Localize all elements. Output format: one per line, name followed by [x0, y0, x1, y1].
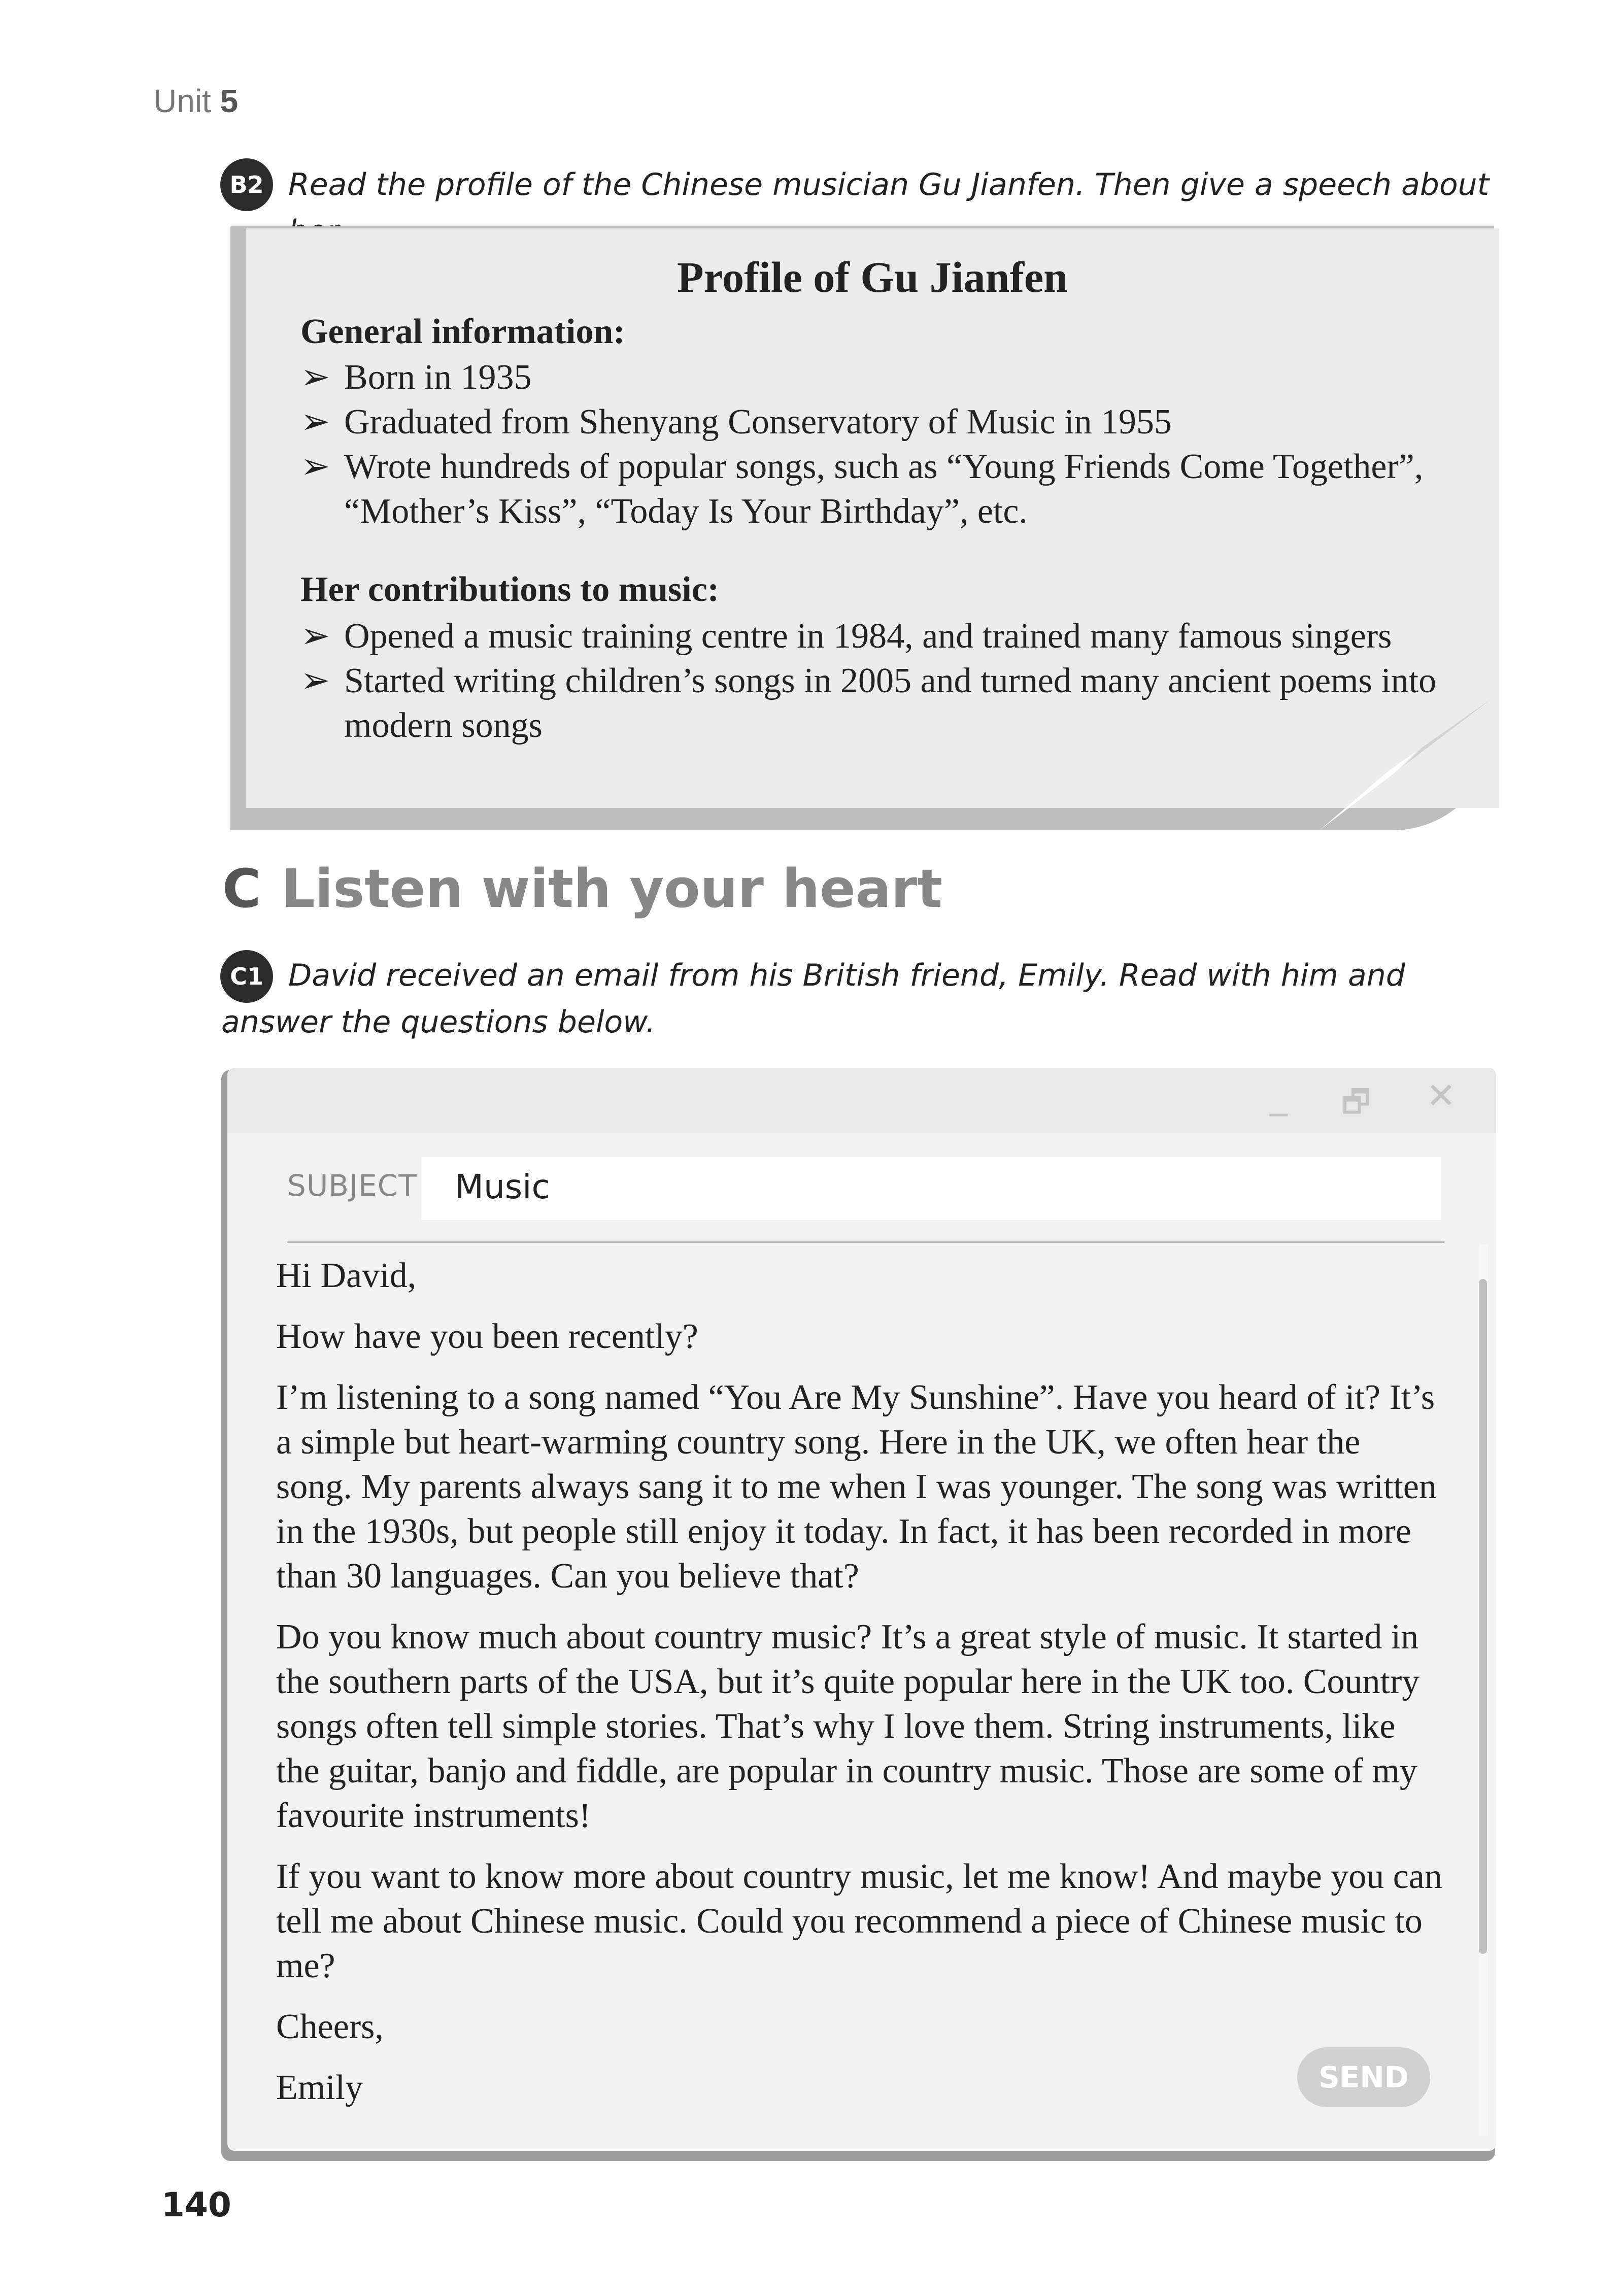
unit-label: Unit 5 — [153, 83, 239, 119]
subject-value: Music — [455, 1167, 550, 1206]
email-paragraph: How have you been recently? — [276, 1317, 698, 1356]
general-info-list — [300, 355, 1468, 534]
section-title: Listen with your heart — [281, 858, 942, 920]
section-c-heading — [222, 858, 942, 920]
send-button[interactable]: SEND — [1297, 2047, 1430, 2107]
c1-badge: C1 — [220, 950, 273, 1003]
subject-label: SUBJECT — [287, 1168, 417, 1203]
email-body — [276, 1254, 1443, 2126]
email-greeting: Hi David, — [276, 1256, 417, 1295]
list-item: ➢ Born in 1935 — [300, 355, 1468, 400]
list-item: ➢ Graduated from Shenyang Conservatory of Music in 1955 — [300, 400, 1468, 445]
arrow-bullet-icon: ➢ — [300, 661, 330, 700]
arrow-bullet-icon: ➢ — [300, 402, 330, 442]
b2-instruction: Read the profile of the Chinese musician Gu Jianfen. Then give a speech about — [288, 167, 1490, 202]
page-number: 140 — [161, 2185, 231, 2224]
email-paragraph: I’m listening to a song named “You Are My Sunshine”. Have you heard of it? It’s a simple but heart-warming country song. Here in the UK, we often hear the song. My parents always sang it to me when I was younger. The song was written in the 1930s, but people still enjoy it today. In fact, it has been recorded in more than 30 languages. Can you believe that? — [276, 1378, 1437, 1596]
minimize-icon[interactable]: _ — [1270, 1075, 1288, 1117]
scrollbar-thumb[interactable] — [1479, 1279, 1487, 1954]
email-paragraph: Do you know much about country music? It’s a great style of music. It started in the southern parts of the USA, but it’s quite popular here in the UK too. Country songs often tell simple stories. That’s why I love them. String instruments, like the guitar, banjo and fiddle, are popular in country music. Those are some of my favourite instruments! — [276, 1617, 1420, 1835]
list-item: ➢ Opened a music training centre in 1984, and trained many famous singers — [300, 614, 1468, 659]
list-item: ➢ Wrote hundreds of popular songs, such as “Young Friends Come Together”, “Mother’s Kiss”, “Today Is Your Birthday”, etc. — [300, 445, 1468, 534]
profile-title: Profile of Gu Jianfen — [677, 253, 1068, 301]
email-title-bar — [227, 1068, 1496, 1133]
c1-instruction: David received an email from his British friend, Emily. Read with him and answer the questions below. — [221, 958, 1405, 1040]
close-icon[interactable]: ✕ — [1426, 1075, 1456, 1117]
general-info-heading: General information: — [300, 312, 625, 351]
unit-number: 5 — [220, 83, 239, 119]
arrow-bullet-icon: ➢ — [300, 358, 330, 397]
subject-field[interactable] — [421, 1157, 1441, 1220]
list-item: ➢ Started writing children’s songs in 2005 and turned many ancient poems into modern songs — [300, 659, 1468, 748]
contributions-list — [300, 614, 1468, 748]
arrow-bullet-icon: ➢ — [300, 447, 330, 486]
arrow-bullet-icon: ➢ — [300, 617, 330, 656]
b2-badge: B2 — [220, 158, 273, 211]
email-paragraph: If you want to know more about country music, let me know! And maybe you can tell me about Chinese music. Could you recommend a piece of Chinese music to me? — [276, 1857, 1442, 1985]
restore-icon[interactable]: 🗗 — [1342, 1085, 1371, 1120]
section-letter: C — [222, 858, 261, 920]
divider — [287, 1241, 1444, 1243]
email-closing: Cheers, — [276, 2007, 384, 2046]
email-signature: Emily — [276, 2068, 363, 2107]
contributions-heading: Her contributions to music: — [300, 570, 720, 609]
